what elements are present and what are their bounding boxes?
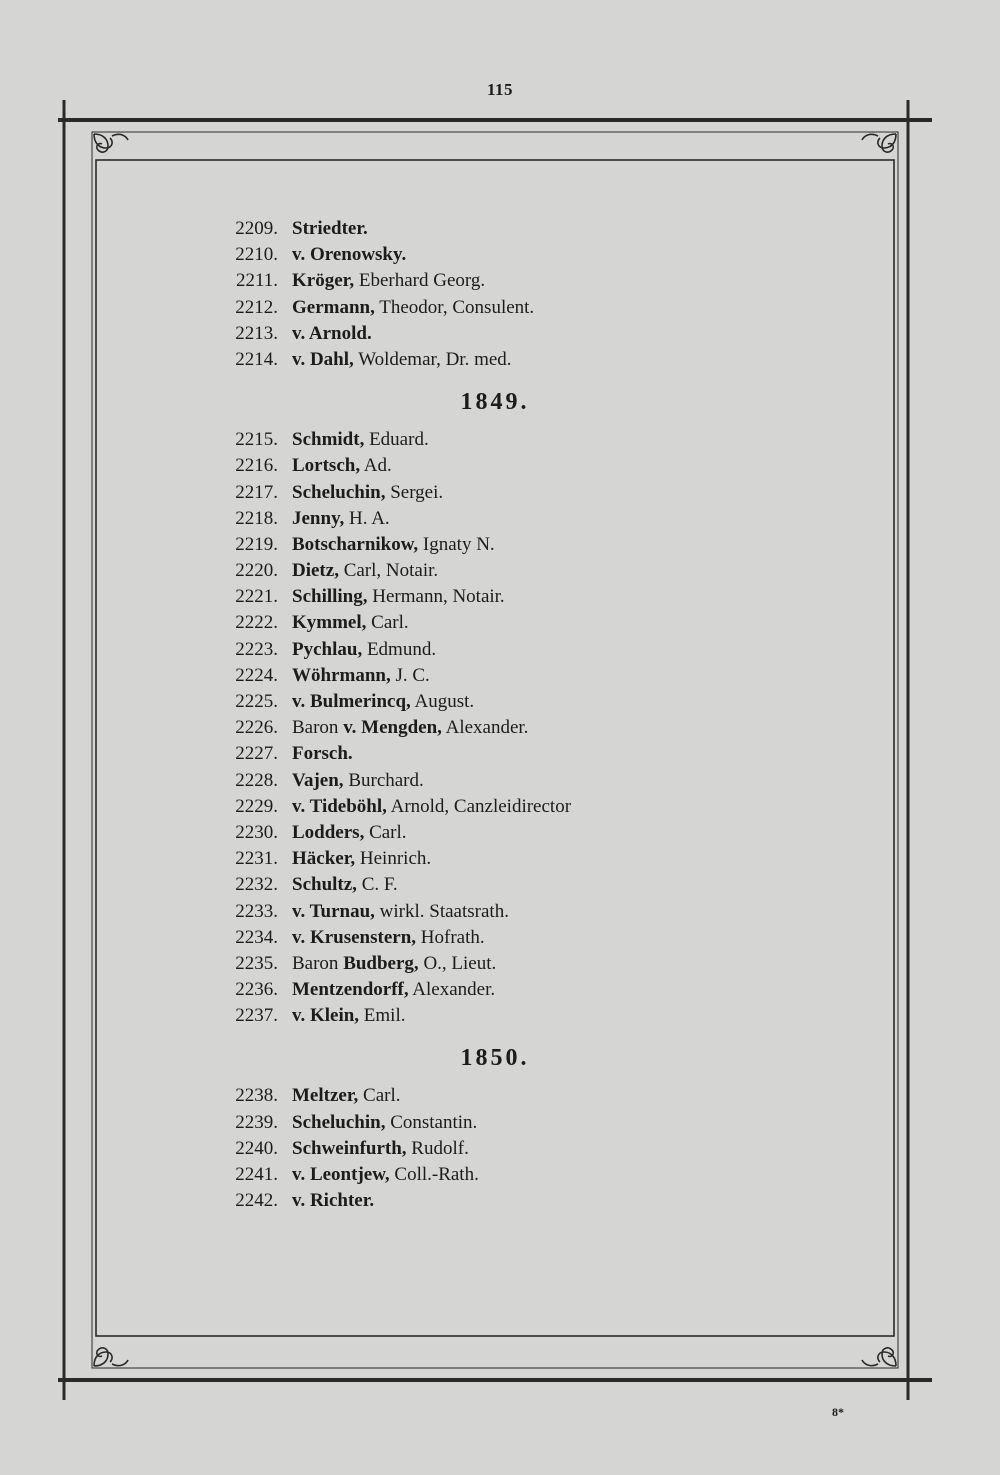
entry-details: Edmund.	[362, 638, 437, 660]
list-item	[200, 427, 720, 453]
entry-number: 2223.	[235, 638, 278, 660]
entry-number: 2218.	[235, 507, 278, 529]
entry-details: Carl.	[366, 612, 409, 634]
entry-details: Alexander.	[441, 717, 529, 739]
entry-name: Budberg,	[343, 952, 419, 974]
list-item	[200, 820, 720, 846]
entry-number: 2235.	[235, 952, 278, 974]
entry-number: 2222.	[235, 612, 278, 634]
list-item	[200, 1003, 720, 1029]
entry-name: Germann,	[292, 296, 375, 318]
entry-number: 2215.	[235, 429, 278, 451]
entry-name: Schilling,	[292, 586, 368, 608]
page-number: 115	[486, 80, 514, 99]
entry-name: Schweinfurth,	[292, 1137, 407, 1159]
entry-name: Schultz,	[292, 874, 357, 896]
entry-number: 2242.	[235, 1190, 278, 1212]
entry-number: 2227.	[235, 743, 278, 765]
entry-number: 2232.	[235, 874, 278, 896]
entry-name: Kröger,	[292, 270, 355, 292]
year-heading: 1850.	[460, 1045, 530, 1072]
list-item	[200, 1083, 720, 1109]
entry-number: 2236.	[235, 979, 278, 1001]
entry-number: 2221.	[235, 586, 278, 608]
list-item	[200, 532, 720, 558]
entry-name: Scheluchin,	[292, 481, 386, 503]
list-item	[200, 480, 720, 506]
entry-name: v. Richter.	[292, 1190, 375, 1212]
entry-number: 2233.	[235, 900, 278, 922]
list-item	[200, 663, 720, 689]
entry-name: Striedter.	[292, 218, 368, 239]
entry-details: Hermann, Notair.	[367, 586, 505, 608]
entry-name: v. Bulmerincq,	[292, 691, 411, 712]
list-item	[200, 794, 720, 820]
entry-details: J. C.	[390, 664, 430, 686]
entry-details: Ignaty N.	[418, 533, 495, 555]
list-item	[200, 584, 720, 610]
entry-number: 2217.	[235, 481, 278, 503]
entry-number: 2213.	[235, 322, 278, 344]
entry-details: Sergei.	[385, 481, 444, 503]
list-item	[200, 610, 720, 636]
entry-number: 2237.	[235, 1005, 278, 1027]
entry-number: 2231.	[235, 848, 278, 870]
list-item	[200, 1162, 720, 1188]
entry-details: Eduard.	[364, 429, 429, 451]
entry-name: v. Orenowsky.	[292, 244, 407, 266]
list-item	[200, 768, 720, 794]
entry-name: Kymmel,	[292, 612, 367, 634]
entry-details: Arnold, Canzleidirector	[386, 795, 572, 817]
entry-number: 2226.	[235, 717, 278, 739]
entry-name: v. Dahl,	[292, 348, 354, 370]
entry-number: 2211.	[235, 270, 278, 292]
list-item	[200, 1136, 720, 1162]
entry-name: v. Tideböhl,	[292, 795, 387, 817]
list-item	[200, 506, 720, 532]
entry-number: 2234.	[235, 926, 278, 948]
entry-details: Alexander.	[408, 979, 496, 1001]
entry-name: Lortsch,	[292, 455, 361, 477]
list-item	[200, 741, 720, 767]
list-item	[200, 268, 720, 294]
entry-details: Carl, Notair.	[338, 560, 439, 582]
entry-details: Ad.	[360, 455, 392, 477]
entry-name: Schmidt,	[292, 429, 365, 451]
entry-details: Carl.	[364, 821, 407, 843]
entry-details: Carl.	[358, 1085, 401, 1107]
entry-name: Häcker,	[292, 848, 356, 870]
entry-name: Vajen,	[292, 769, 344, 791]
list-item	[200, 347, 720, 373]
entry-name: Meltzer,	[292, 1085, 359, 1107]
entry-name: Lodders,	[292, 821, 365, 843]
list-item	[200, 977, 720, 1003]
entry-details: Heinrich.	[355, 848, 432, 870]
list-item	[200, 637, 720, 663]
list-item	[200, 715, 720, 741]
entry-details: C. F.	[356, 874, 398, 896]
list-item	[200, 872, 720, 898]
entry-number: 2225.	[235, 691, 278, 712]
entry-name: Wöhrmann,	[292, 664, 391, 686]
entry-prefix: Baron	[292, 717, 344, 739]
list-item	[200, 558, 720, 584]
entry-name: v. Leontjew,	[292, 1164, 390, 1185]
entry-details: Theodor, Consulent.	[374, 296, 535, 318]
entry-prefix: Baron	[292, 952, 344, 974]
entry-number: 2228.	[235, 769, 278, 791]
entry-details: wirkl. Staatsrath.	[374, 900, 509, 922]
list-item	[200, 1110, 720, 1136]
entry-number: 2238.	[235, 1085, 278, 1107]
entry-number: 2229.	[235, 795, 278, 817]
list-item	[200, 295, 720, 321]
entry-details: Woldemar, Dr. med.	[353, 348, 512, 370]
entry-name: Dietz,	[292, 560, 339, 582]
list-item	[200, 453, 720, 479]
entry-number: 2210.	[235, 244, 278, 266]
list-item	[200, 321, 720, 347]
entry-details: Constantin.	[385, 1111, 478, 1133]
list-item	[200, 846, 720, 872]
entry-details: Burchard.	[343, 769, 424, 791]
entry-details: Emil.	[359, 1005, 406, 1027]
entry-number: 2230.	[235, 821, 278, 843]
list-item	[200, 951, 720, 977]
entry-details: O., Lieut.	[418, 952, 497, 974]
list-item	[200, 925, 720, 951]
entry-name: v. Turnau,	[292, 900, 375, 922]
list-item	[200, 1188, 720, 1214]
entry-name: Pychlau,	[292, 638, 363, 660]
list-item	[200, 899, 720, 925]
entry-details: Eberhard Georg.	[354, 270, 486, 292]
entry-number: 2220.	[235, 560, 278, 582]
entry-name: Mentzendorff,	[292, 979, 409, 1001]
printer-signature: 8*	[832, 1405, 844, 1419]
list-item	[200, 216, 720, 242]
year-heading: 1849.	[460, 389, 530, 416]
entry-number: 2214.	[235, 348, 278, 370]
entry-details: H. A.	[344, 507, 390, 529]
entry-name: Jenny,	[292, 507, 345, 529]
entry-details: Hofrath.	[416, 926, 485, 948]
entry-number: 2216.	[235, 455, 278, 477]
entry-name: v. Krusenstern,	[292, 926, 417, 948]
entry-name: Botscharnikow,	[292, 533, 419, 555]
entry-number: 2224.	[235, 664, 278, 686]
entry-name: Forsch.	[292, 743, 353, 765]
member-list	[200, 216, 720, 1214]
entry-number: 2212.	[235, 296, 278, 318]
entry-number: 2239.	[235, 1111, 278, 1133]
entry-number: 2209.	[235, 218, 278, 239]
entry-details: Coll.-Rath.	[389, 1164, 479, 1185]
entry-details: August.	[410, 691, 475, 712]
list-item	[200, 689, 720, 715]
entry-name: v. Mengden,	[343, 717, 442, 739]
list-item	[200, 242, 720, 268]
entry-name: v. Klein,	[292, 1005, 360, 1027]
entry-name: Scheluchin,	[292, 1111, 386, 1133]
entry-number: 2219.	[235, 533, 278, 555]
entry-number: 2240.	[235, 1137, 278, 1159]
entry-details: Rudolf.	[406, 1137, 469, 1159]
entry-name: v. Arnold.	[292, 322, 372, 344]
entry-number: 2241.	[235, 1164, 278, 1185]
